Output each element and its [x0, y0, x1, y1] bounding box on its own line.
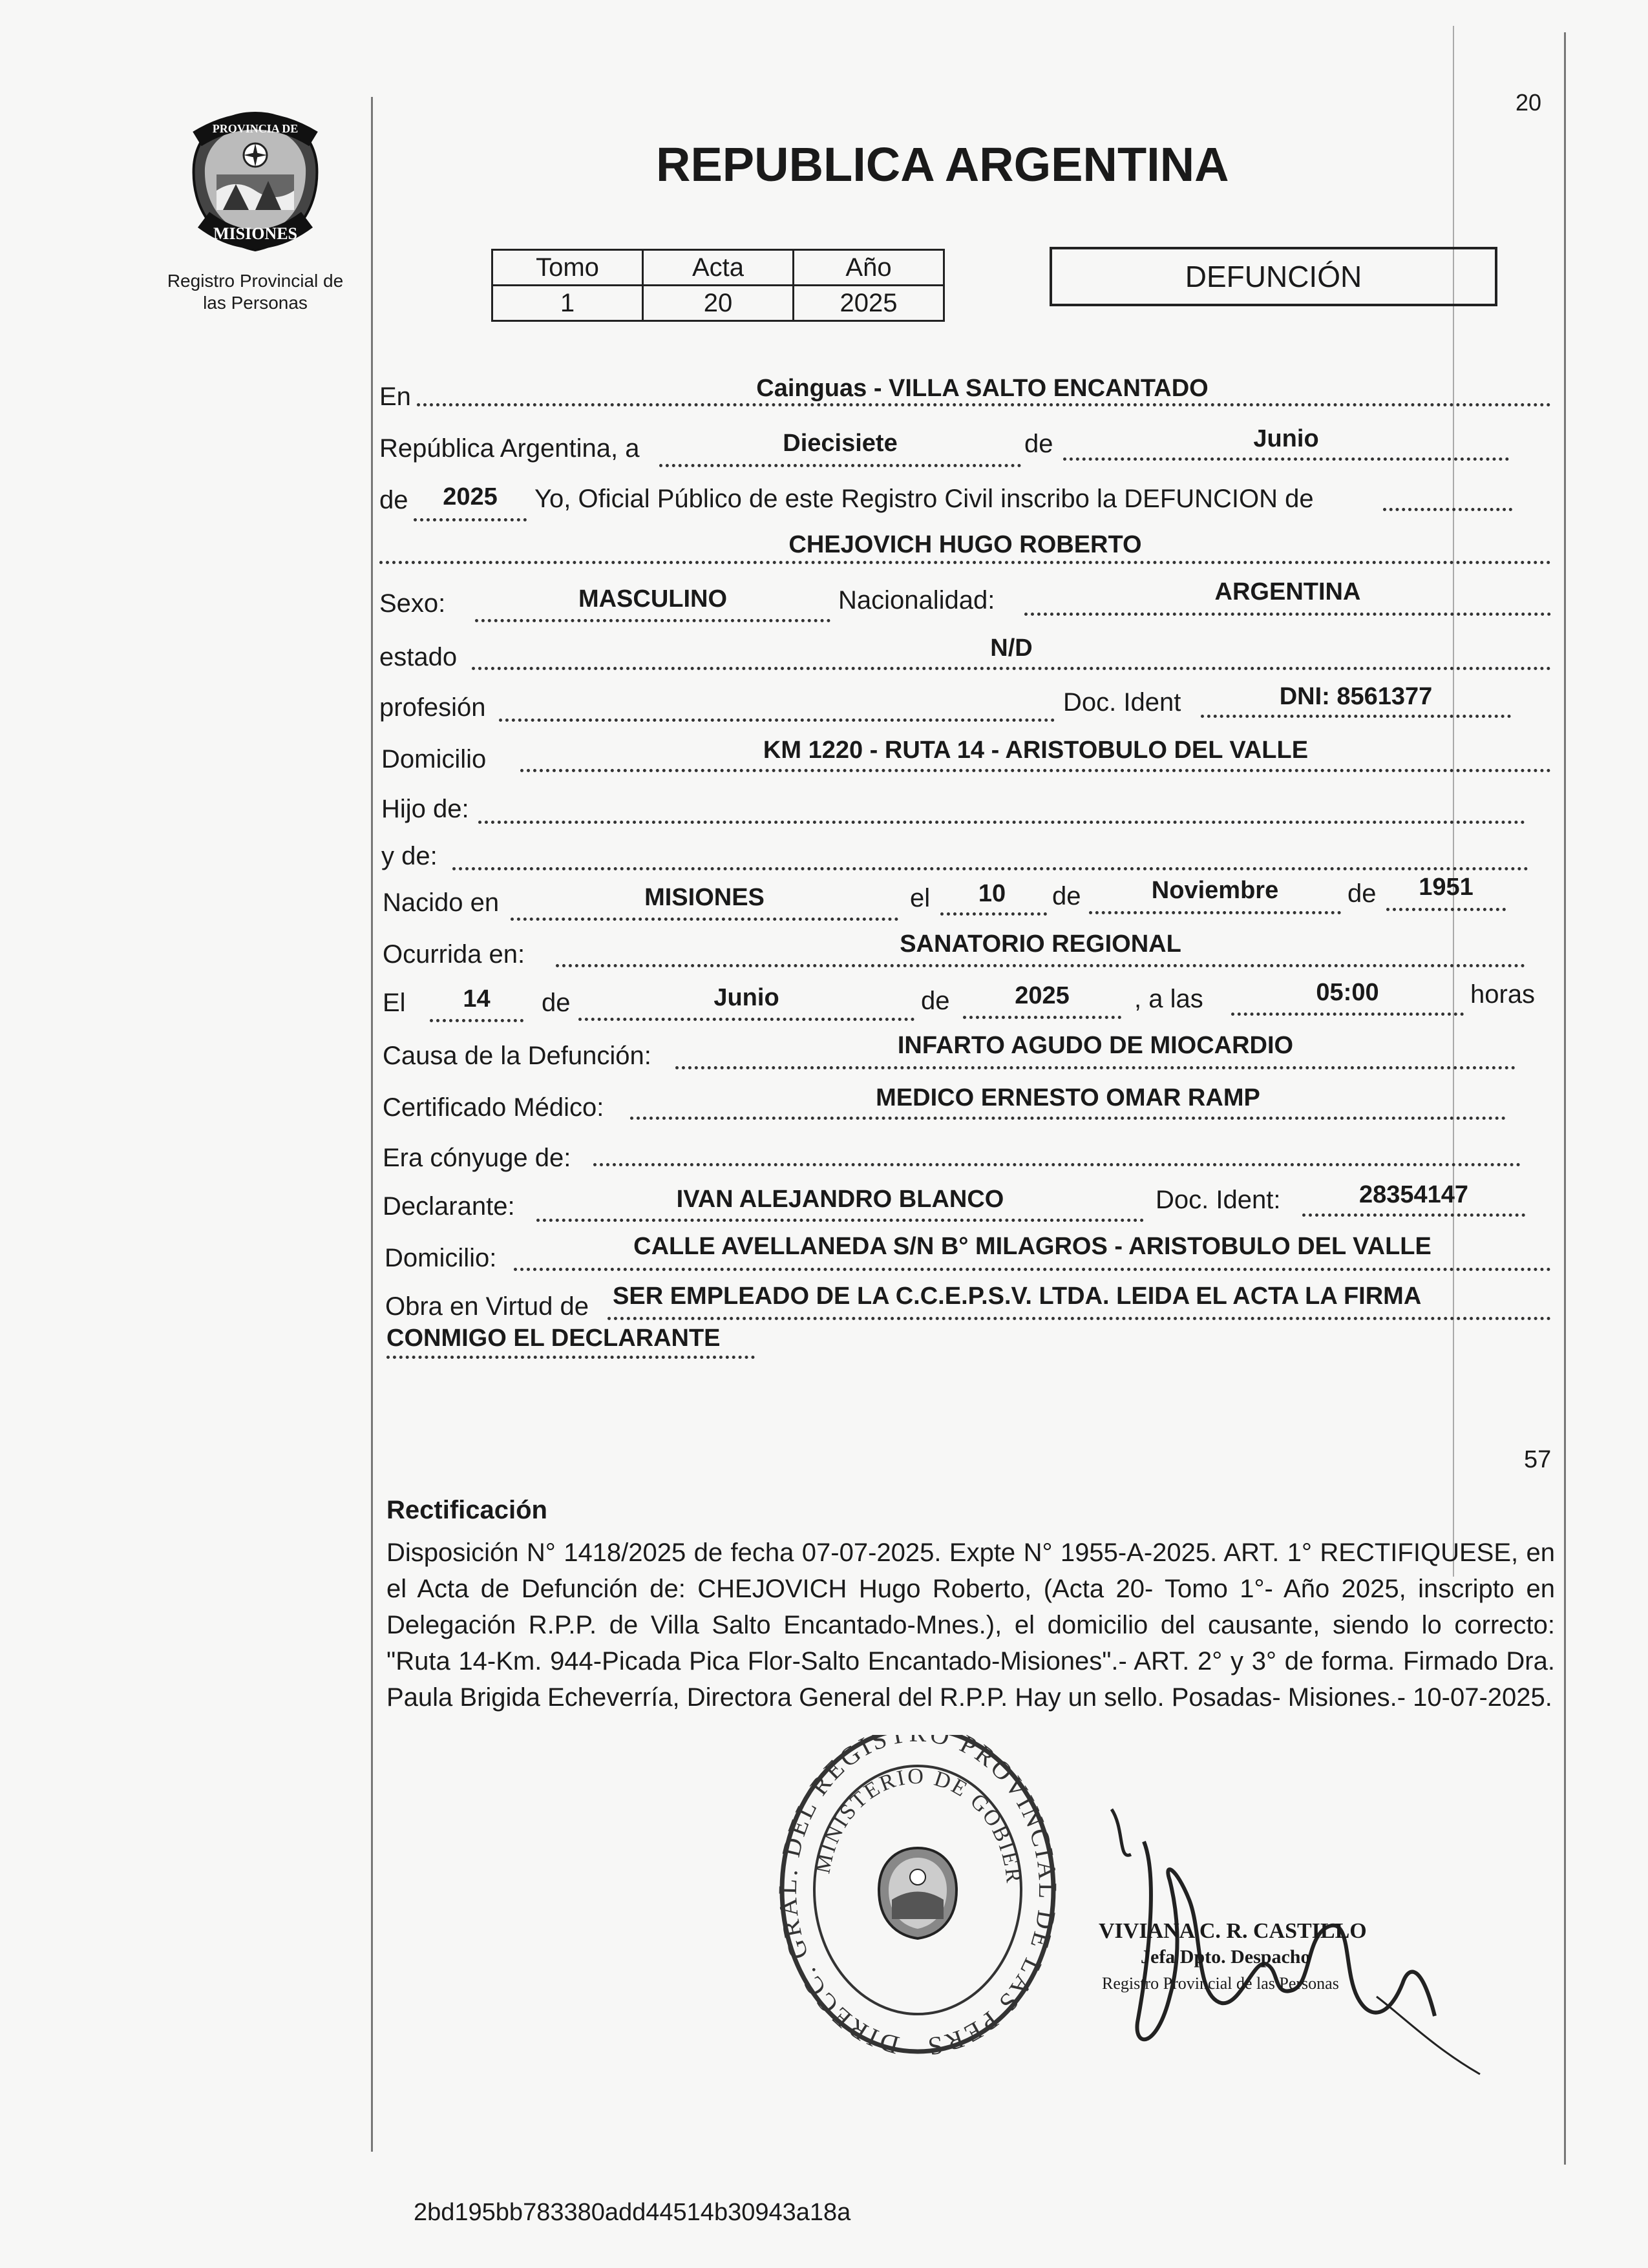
table-header: Tomo — [492, 250, 643, 286]
de-label: de — [1024, 430, 1053, 458]
dotted-line — [940, 912, 1047, 916]
logo-text-top: PROVINCIA DE — [212, 122, 299, 135]
def-de2-label: de — [921, 987, 950, 1015]
dotted-line — [414, 518, 527, 521]
page-title: REPUBLICA ARGENTINA — [656, 138, 1229, 191]
nombre-value: CHEJOVICH HUGO ROBERTO — [788, 531, 1142, 558]
sexo-label: Sexo: — [379, 589, 446, 618]
doc2-label: Doc. Ident: — [1156, 1186, 1281, 1214]
dotted-line — [963, 1016, 1121, 1019]
margin-number: 57 — [1524, 1446, 1552, 1473]
nac-de-label: de — [1052, 882, 1081, 910]
doc2-value: 28354147 — [1358, 1181, 1469, 1208]
certificado-value: MEDICO ERNESTO OMAR RAMP — [876, 1084, 1260, 1111]
dotted-line — [1089, 911, 1341, 914]
nac-mes-value: Noviembre — [1151, 877, 1279, 904]
left-margin-line — [371, 97, 373, 2152]
doc-label: Doc. Ident — [1063, 688, 1181, 717]
dotted-line — [1383, 508, 1512, 511]
right-margin-line — [1564, 32, 1566, 2165]
dotted-line — [1063, 457, 1509, 461]
hora-value: 05:00 — [1316, 979, 1379, 1006]
def-de-label: de — [542, 989, 571, 1017]
nacionalidad-label: Nacionalidad: — [838, 586, 995, 614]
rectificacion-text: Disposición N° 1418/2025 de fecha 07-07-2025. Expte N° 1955-A-2025. ART. 1° RECTIFIQUESE, en el Acta de Defunción de: CHEJOVICH Hugo Roberto, (Acta 20- Tomo 1°- Año 2025, inscripto en Delegación R.P.P. de Villa Salto Encantado-Mnes.), el domicilio del causante, siendo lo correcto: "Ruta 14-Km. 944-Picada Pica Flor-Salto Encantado-Misiones".- ART. 2° y 3° de forma. Firmado Dra. Paula Brigida Echeverría, Directora General del R.P.P. Hay un sello. Posadas- Misiones.- 10-07-2025. — [386, 1538, 1555, 1712]
dotted-line — [659, 464, 1021, 467]
signature-stamp-role: Jefa Dpto. Despacho — [1141, 1946, 1311, 1968]
signature-stamp-name: VIVIANA C. R. CASTILLO — [1099, 1919, 1367, 1943]
record-type-box — [1050, 247, 1497, 306]
record-table — [491, 249, 945, 322]
obra-line1: SER EMPLEADO DE LA C.C.E.P.S.V. LTDA. LEIDA EL ACTA LA FIRMA — [613, 1283, 1422, 1310]
nac-dia-value: 10 — [978, 880, 1006, 907]
seal-inner-text: MINISTERIO DE GOBIER — [810, 1764, 1026, 1886]
dotted-line — [630, 1117, 1506, 1120]
def-anio-value: 2025 — [1015, 982, 1070, 1009]
record-type: DEFUNCIÓN — [1185, 260, 1362, 293]
signature-stamp-office: Registro Provincial de las Personas — [1102, 1974, 1339, 1993]
certificado-label: Certificado Médico: — [383, 1093, 604, 1122]
registry-name: Registro Provincial de las Personas — [167, 271, 344, 313]
domicilio-label: Domicilio — [381, 745, 487, 773]
def-mes-value: Junio — [713, 984, 779, 1011]
dotted-line — [1386, 908, 1506, 911]
oficial-text: Yo, Oficial Público de este Registro Civil inscribo la DEFUNCION de — [534, 485, 1314, 513]
dotted-line — [1231, 1013, 1464, 1016]
dotted-line — [556, 964, 1525, 967]
province-logo — [184, 107, 326, 255]
nac-anio-value: 1951 — [1419, 874, 1474, 901]
causa-value: INFARTO AGUDO DE MIOCARDIO — [897, 1032, 1294, 1059]
domicilio2-label: Domicilio: — [385, 1244, 497, 1272]
estado-value: N/D — [990, 635, 1033, 662]
dotted-line — [475, 619, 830, 622]
causa-label: Causa de la Defunción: — [383, 1042, 651, 1070]
ocurrida-value: SANATORIO REGIONAL — [900, 930, 1181, 958]
sexo-value: MASCULINO — [578, 585, 728, 613]
dotted-line — [472, 667, 1551, 670]
dotted-line — [578, 1018, 914, 1021]
lugar-value: Cainguas - VILLA SALTO ENCANTADO — [756, 375, 1209, 402]
domicilio2-value: CALLE AVELLANEDA S/N B° MILAGROS - ARISTOBULO DEL VALLE — [633, 1233, 1431, 1260]
yde-label: y de: — [381, 842, 438, 870]
table-header: Año — [794, 250, 944, 286]
nacido-lugar-value: MISIONES — [644, 884, 765, 911]
def-dia-value: 14 — [463, 985, 491, 1013]
rectificacion-title: Rectificación — [386, 1496, 547, 1524]
el2-label: El — [383, 989, 406, 1017]
table-header: Acta — [643, 250, 794, 286]
dotted-line — [536, 1219, 1144, 1222]
dotted-line — [514, 1268, 1551, 1271]
logo-text-bottom: MISIONES — [213, 224, 298, 243]
footer-hash: 2bd195bb783380add44514b30943a18a — [414, 2199, 851, 2226]
dotted-line — [1024, 613, 1551, 616]
republica-label: República Argentina, a — [379, 434, 640, 463]
conyuge-label: Era cónyuge de: — [383, 1144, 571, 1172]
dotted-line — [417, 403, 1551, 406]
seal-outer-text: DIRECC. GRAL. DEL REGIS O PROVINCIAL DE LAS PERS — [776, 1735, 1060, 2062]
dotted-line — [379, 561, 1551, 564]
dotted-line — [1302, 1213, 1525, 1217]
declarante-label: Declarante: — [383, 1192, 515, 1221]
dotted-line — [499, 719, 1055, 722]
de2-label: de — [379, 486, 408, 514]
el-label: el — [910, 884, 931, 912]
dotted-line — [607, 1317, 1551, 1320]
dotted-line — [452, 867, 1528, 870]
table-cell: 2025 — [794, 286, 944, 321]
dotted-line — [520, 769, 1551, 772]
domicilio-value: KM 1220 - RUTA 14 - ARISTOBULO DEL VALLE — [763, 737, 1309, 764]
horas-label: horas — [1470, 980, 1536, 1009]
dotted-line — [478, 821, 1525, 824]
obra-label: Obra en Virtud de — [385, 1292, 589, 1321]
dotted-line — [593, 1163, 1521, 1166]
mes-value: Junio — [1253, 425, 1319, 452]
table-cell: 20 — [643, 286, 794, 321]
anio-value: 2025 — [443, 483, 498, 510]
profesion-label: profesión — [379, 693, 486, 722]
alas-label: , a las — [1134, 985, 1203, 1013]
dotted-line — [511, 918, 898, 921]
page-number: 20 — [1516, 89, 1542, 116]
dotted-line — [1201, 715, 1511, 718]
nacido-label: Nacido en — [383, 888, 500, 917]
hijo-label: Hijo de: — [381, 795, 469, 823]
doc-value: DNI: 8561377 — [1279, 683, 1433, 710]
dotted-line — [386, 1356, 755, 1359]
declarante-value: IVAN ALEJANDRO BLANCO — [676, 1186, 1004, 1213]
ocurrida-label: Ocurrida en: — [383, 940, 525, 969]
dia-value: Diecisiete — [783, 430, 898, 457]
dotted-line — [430, 1019, 523, 1022]
nac-de2-label: de — [1347, 879, 1377, 908]
en-label: En — [379, 383, 411, 411]
estado-label: estado — [379, 643, 458, 671]
table-cell: 1 — [492, 286, 643, 321]
dotted-line — [675, 1066, 1516, 1069]
obra-line2: CONMIGO EL DECLARANTE — [386, 1325, 721, 1352]
nacionalidad-value: ARGENTINA — [1214, 578, 1361, 605]
official-seal — [776, 1735, 1060, 2071]
